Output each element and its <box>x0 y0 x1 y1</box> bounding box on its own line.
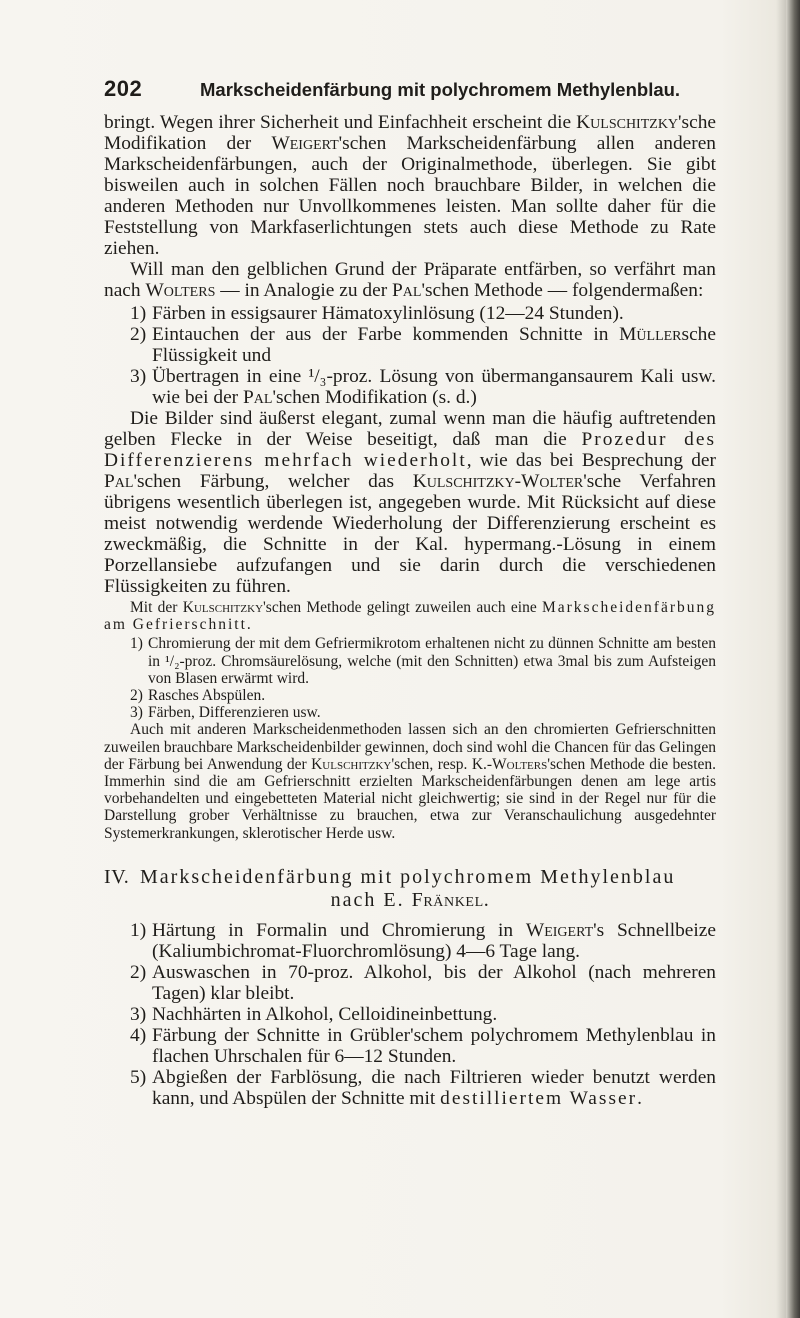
emphasis: Prozedur des Differenzierens mehrfach wiederholt <box>104 429 716 471</box>
list-item: 2) Eintauchen der aus der Farbe kommenden Schnitte in Müllersche Flüssigkeit und <box>130 324 716 366</box>
author-name: Pal <box>392 280 422 301</box>
page-number: 202 <box>104 76 143 101</box>
author-name: Wolters <box>145 280 216 301</box>
list-item: 1) Färben in essigsaurer Hämatoxylinlösung (12—24 Stunden). <box>130 303 624 324</box>
running-head: Markscheidenfärbung mit polychromem Methylenblau. <box>200 79 681 100</box>
emphasis: Markscheidenfärbung am Gefrierschnitt <box>104 599 716 634</box>
author-name: Kulschitzky <box>576 112 679 133</box>
procedure-list-1 <box>104 303 716 408</box>
paragraph-5: Auch mit anderen Markscheidenmethoden lassen sich an den chromierten Gefrierschnitten zuweilen brauchbare Markscheidenbilder gewinnen, doch sind wohl die Chancen für das Gelingen der Färbung bei Anwendung der Kulschitzky'schen, resp. K.-Wolters'schen Methode die besten. Immerhin sind die am Gefrierschnitt erzielten Markscheidenfärbungen denen am lege artis vorbehandelten und eingebetteten Material nicht gleichwertig; sie sind in der Regel nur für die Darstellung grober Verhältnisse zu brauchen, etwa zur Veranschaulichung ausgedehnter Systemerkrankungen, sklerotischer Herde usw. <box>104 721 717 842</box>
list-item: 1) Härtung in Formalin und Chromierung in Weigert's Schnellbeize (Kaliumbichromat-Fluorchromlösung) 4—6 Tage lang. <box>130 919 717 962</box>
book-spine-shadow <box>786 0 800 1318</box>
page-body <box>104 112 716 1109</box>
list-item: 3) Färben, Differenzieren usw. <box>130 704 321 722</box>
list-item: 5) Abgießen der Farblösung, die nach Filtrieren wieder benutzt werden kann, und Abspülen der Schnitte mit destilliertem Wasser. <box>130 1066 716 1109</box>
paragraph-3: Die Bilder sind äußerst elegant, zumal wenn man die häufig auftretenden gelben Flecke in der Weise beseitigt, daß man die Prozedur des Differenzierens mehrfach wiederholt, wie das bei Besprechung der Pal'schen Färbung, welcher das Kulschitzky-Wolter'sche Verfahren übrigens wesentlich überlegen ist, angegeben wurde. Mit Rücksicht auf diese meist notwendig werdende Wiederholung der Differenzierung erscheint es zweckmäßig, die Schnitte in der Kal. hypermang.-Lösung in einem Porzellansiebe aufzufangen und sie darin durch die verschiedenen Flüssigkeiten zu führen. <box>104 408 716 597</box>
list-item: 4) Färbung der Schnitte in Grübler'schem polychromem Methylenblau in flachen Uhrschalen für 6—12 Stunden. <box>130 1024 716 1067</box>
emphasis: destilliertem Wasser <box>440 1087 638 1109</box>
paragraph-1: bringt. Wegen ihrer Sicherheit und Einfachheit erscheint die Kulschitzky'sche Modifikation der Weigert'schen Markscheidenfärbung allen anderen Markscheidenfärbungen, auch der Originalmethode, überlegen. Sie gibt bisweilen auch in solchen Fällen noch brauchbare Bilder, in welchen die anderen Methoden nur Unvollkommenes leisten. Man sollte daher für die Feststellung von Markfaserlichtungen stets auch diese Methode zu Rate ziehen. <box>104 112 717 259</box>
list-item: 2) Auswaschen in 70-proz. Alkohol, bis der Alkohol (nach mehreren Tagen) klar bleibt. <box>130 961 716 1004</box>
list-item: 3) Nachhärten in Alkohol, Celloidineinbettung. <box>130 1003 498 1025</box>
list-item: 3) Übertragen in eine ¹/₃-proz. Lösung von übermangansaurem Kali usw. wie bei der Pal'schen Modifikation (s. d.) <box>130 366 716 408</box>
procedure-list-2 <box>104 635 716 721</box>
procedure-list-3 <box>104 920 716 1109</box>
list-item: 2) Rasches Abspülen. <box>130 687 266 705</box>
section-heading: IV. Markscheidenfärbung mit polychromem Methylenblau nach E. Fränkel. <box>104 865 676 911</box>
author-name: Weigert <box>271 133 339 154</box>
page-header <box>104 76 704 106</box>
paragraph-4: Mit der Kulschitzky'schen Methode gelingt zuweilen auch eine Markscheidenfärbung am Gefrierschnitt. <box>104 599 716 634</box>
paragraph-2: Will man den gelblichen Grund der Präparate entfärben, so verfährt man nach Wolters — in Analogie zu der Pal'schen Methode — folgendermaßen: <box>104 259 716 301</box>
list-item: 1) Chromierung der mit dem Gefriermikrotom erhaltenen nicht zu dünnen Schnitte am besten in ¹/₂-proz. Chromsäurelösung, welche (mit den Schnitten) etwa 3mal bis zum Aufsteigen von Blasen erwärmt wird. <box>130 635 716 687</box>
